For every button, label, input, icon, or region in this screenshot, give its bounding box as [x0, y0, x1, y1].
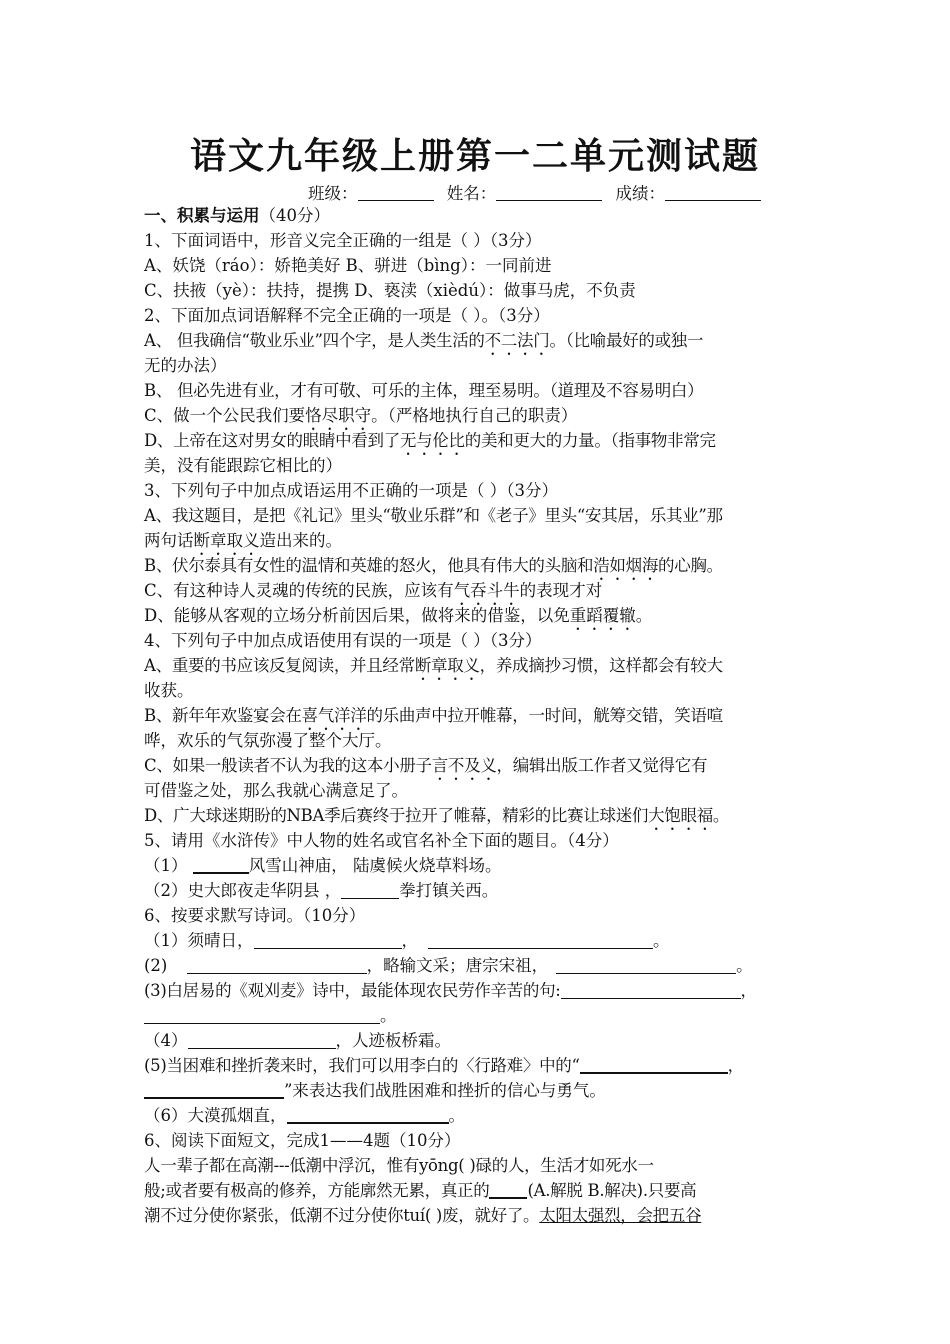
passage-line-2	[144, 1178, 810, 1203]
class-blank[interactable]	[358, 184, 434, 201]
score-blank[interactable]	[665, 184, 761, 201]
dotted-word: 恪尽职守	[305, 406, 372, 425]
dotted-word: 浩如烟海	[593, 556, 659, 575]
text: 般;或者要有极高的修养，方能廓然无累，真正的	[144, 1181, 490, 1200]
q3-option-c	[144, 578, 810, 603]
answer-blank[interactable]	[144, 1006, 380, 1024]
name-blank[interactable]	[496, 184, 602, 201]
student-info-row	[308, 180, 761, 204]
dotted-word: 断章取义	[193, 531, 260, 550]
section-title: 一、积累与运用	[144, 206, 260, 225]
name-label: 姓名：	[446, 184, 497, 203]
dotted-word: 断章取义	[414, 656, 480, 675]
underlined-sentence: 太阳太强烈，会把五谷	[539, 1206, 702, 1225]
q5-item-2	[144, 878, 810, 903]
q2-option-b: B、 但必先进有业，才有可敬、可乐的主体，理至易明。（道理及不容易明白）	[144, 381, 704, 400]
text: (2)	[144, 956, 173, 975]
text: ，人迹板桥霜。	[335, 1031, 451, 1050]
text: 。	[736, 956, 753, 975]
answer-blank[interactable]	[193, 855, 249, 874]
answer-blank[interactable]	[188, 1031, 336, 1049]
dotted-word: 无与伦比	[399, 431, 465, 450]
section-heading	[144, 203, 810, 228]
q2-stem: 2、下面加点词语解释不完全正确的一项是（ ）。（3分）	[144, 306, 550, 325]
section-points: （40分）	[259, 206, 330, 225]
q3-option-b	[144, 553, 810, 578]
dotted-word: 言不及义	[431, 756, 497, 775]
text: C、做一个公民我们要	[144, 406, 306, 425]
text: ，	[401, 931, 418, 950]
answer-blank[interactable]	[341, 881, 399, 899]
text: 的心胸。	[658, 556, 723, 575]
passage-line-3	[144, 1203, 810, 1228]
text: B、新年年欢鉴宴会在	[144, 706, 302, 725]
answer-blank[interactable]	[556, 956, 736, 974]
q6-item-5-cont	[144, 1078, 810, 1103]
text: ，养成摘抄习惯，这样都会有较大	[479, 656, 723, 675]
text: 。	[448, 1106, 465, 1125]
text: 拳打镇关西。	[399, 881, 499, 900]
answer-blank[interactable]	[561, 981, 741, 999]
text: 。	[380, 1006, 397, 1025]
dotted-word: 喜气洋洋	[301, 706, 367, 725]
q4-option-d	[144, 803, 810, 828]
text: ，	[727, 1056, 744, 1075]
q4-option-b	[144, 703, 810, 728]
q1-option-cd: C、扶掖（yè）：扶持，提携 D、亵渎（xièdú）：做事马虎，不负责	[144, 281, 636, 300]
text: D、能够从客观的立场分析前因后果，做将来的借鉴，以免	[144, 606, 570, 625]
text: （1）须晴日，	[144, 931, 254, 950]
text: 。（严格地执行自己的职责）	[371, 406, 578, 425]
q1-stem: 1、下面词语中，形音义完全正确的一组是（ ）（3分）	[144, 231, 542, 250]
q4-option-a	[144, 653, 810, 678]
answer-blank[interactable]	[187, 956, 367, 974]
text: A、 但我确信“敬业乐业”四个字，是人类生活的	[144, 331, 485, 350]
text: 。（比喻最好的或独一	[549, 331, 704, 350]
class-label: 班级：	[308, 184, 358, 203]
q2-option-d-cont: 美，没有能跟踪它相比的）	[144, 456, 342, 475]
text: ，略输文采；唐宗宋祖，	[366, 956, 549, 975]
text: D、广大球迷期盼的NBA季后赛终于拉开了帷幕，精彩的比赛让球迷们	[144, 806, 649, 825]
text: 的乐曲声中拉开帷幕，一时间，觥筹交错，笑语喧	[366, 706, 723, 725]
text: C、有这种诗人灵魂的传统的民族，应该有	[144, 581, 454, 600]
text: ，	[740, 981, 757, 1000]
answer-blank[interactable]	[287, 1105, 449, 1124]
text: ，编辑出版工作者又觉得它有	[496, 756, 708, 775]
dotted-word: 不二法门	[484, 331, 550, 350]
q4-option-c-cont: 可借鉴之处，那么我就心满意足了。	[144, 781, 408, 800]
answer-blank[interactable]	[580, 1055, 728, 1074]
text: （2）史大郎夜走华阴县 ，	[144, 881, 342, 900]
text: 的美和更大的力量。（指事物非常完	[464, 431, 716, 450]
answer-blank[interactable]	[489, 1180, 527, 1199]
passage-line-1: 人一辈子都在高潮---低潮中浮沉，惟有yōng( )碌的人，生活才如死水一	[144, 1156, 654, 1175]
q4-option-c	[144, 753, 810, 778]
q3-option-a-cont	[144, 528, 810, 553]
q4-option-b-cont: 哗，欢乐的气氛弥漫了整个大厅。	[144, 731, 392, 750]
answer-blank[interactable]	[428, 931, 653, 949]
text: 。	[653, 931, 670, 950]
q6-item-6	[144, 1103, 810, 1128]
text: ”来表达我们战胜困难和挫折的信心与勇气。	[284, 1081, 606, 1100]
text: B、伏尔泰具有女性的温情和英雄的怒火，他具有伟大的头脑和	[144, 556, 594, 575]
exam-content	[144, 203, 810, 1228]
text: 风雪山神庙， 陆虞候火烧草料场。	[248, 856, 502, 875]
q2-option-a	[144, 328, 810, 353]
q6-stem: 6、按要求默写诗词。（10分）	[144, 906, 366, 925]
q6-item-3	[144, 978, 810, 1003]
page-title: 语文九年级上册第一二单元测试题	[189, 135, 760, 177]
q3-stem: 3、下列句子中加点成语运用不正确的一项是（ ）（3分）	[144, 481, 558, 500]
dotted-word: 重蹈覆辙	[569, 606, 636, 625]
q2-option-d	[144, 428, 810, 453]
score-label: 成绩：	[615, 184, 665, 203]
dotted-word: 气吞斗牛	[453, 581, 520, 600]
text: 潮不过分使你紧张，低潮不过分使你tuí( )废，就好了。	[144, 1206, 540, 1225]
q4-stem: 4、下列句子中加点成语使用有误的一项是（ ）（3分）	[144, 631, 542, 650]
answer-blank[interactable]	[254, 931, 402, 949]
q6-item-1	[144, 928, 810, 953]
q7-stem: 6、阅读下面短文，完成1——4题（10分）	[144, 1131, 461, 1150]
text: D、上帝在这对男女的眼睛中看到了	[144, 431, 400, 450]
q2-option-a-cont: 无的办法）	[144, 356, 227, 375]
text: 造出来的。	[259, 531, 342, 550]
q5-item-1	[144, 853, 810, 878]
q2-option-c	[144, 403, 810, 428]
text: 。	[712, 806, 730, 825]
text: （1）	[144, 856, 193, 875]
text: 两句话	[144, 531, 194, 550]
text: (A.解脱 B.解决).只要高	[527, 1181, 697, 1200]
q3-option-d	[144, 603, 810, 628]
q6-item-4	[144, 1028, 810, 1053]
text: C、如果一般读者不认为我的这本小册子	[144, 756, 432, 775]
text: 。	[635, 606, 653, 625]
text: （4）	[144, 1031, 188, 1050]
text: (3)白居易的《观刈麦》诗中，最能体现农民劳作辛苦的句:	[144, 981, 561, 1000]
q6-item-2	[144, 953, 810, 978]
text: 的表现才对	[519, 581, 603, 600]
text: (5)当困难和挫折袭来时，我们可以用李白的〈行路难〉中的“	[144, 1056, 580, 1075]
q6-item-5	[144, 1053, 810, 1078]
q6-item-3-cont	[144, 1003, 810, 1028]
q4-option-a-cont: 收获。	[144, 681, 194, 700]
answer-blank[interactable]	[144, 1080, 284, 1099]
text: A、重要的书应该反复阅读，并且经常	[144, 656, 415, 675]
q3-option-a: A、我这题目，是把《礼记》里头“敬业乐群”和《老子》里头“安其居，乐其业”那	[144, 506, 723, 525]
text: （6）大漠孤烟直，	[144, 1106, 287, 1125]
dotted-word: 大饱眼福	[648, 806, 713, 825]
q1-option-ab: A、妖饶（ráo）：娇艳美好 B、骈进（bìng）：一同前进	[144, 256, 552, 275]
q5-stem: 5、请用《水浒传》中人物的姓名或官名补全下面的题目。（4分）	[144, 831, 619, 850]
